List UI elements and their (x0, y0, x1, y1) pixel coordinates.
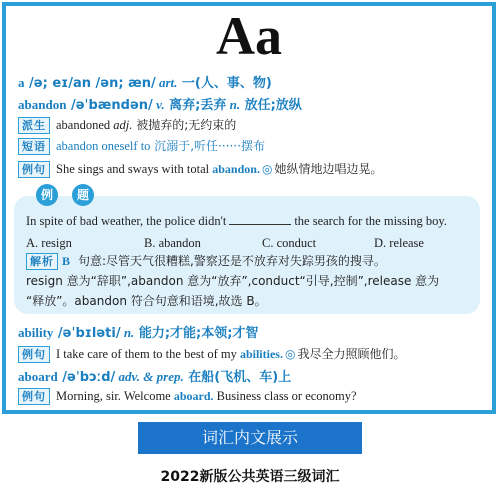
headword-ability: ability (18, 325, 54, 340)
meaning-ability: 能力;才能;本领;才智 (134, 326, 259, 341)
analysis-line-3: “释放”。abandon 符合句意和语境,故选 B。 (26, 294, 267, 308)
phrase-en: abandon oneself to (56, 139, 151, 153)
derived-meaning: 被抛弃的;无约束的 (132, 118, 237, 132)
phrase-row (18, 137, 265, 155)
analysis-line-1 (26, 252, 386, 270)
entry-abandon (18, 94, 302, 113)
sentence-kw-abandon: abandon. (212, 162, 260, 176)
pos-a: art. (155, 75, 178, 90)
analysis-line-2: resign 意为“辞职”,abandon 意为“放弃”,conduct“引导,控制”,release 意为 (26, 274, 440, 288)
entry-aboard (18, 366, 291, 385)
headword-a: a (18, 75, 25, 90)
sentence-kw-ability: abilities. (239, 347, 283, 361)
sentence-en-abandon: She sings and sways with total (56, 162, 213, 176)
pos-abandon: v. (152, 97, 165, 112)
sentence-tag-aboard: 例句 (18, 388, 50, 405)
meaning-abandon: 离弃;丢弃 (164, 98, 227, 113)
meaning-a: 一(人、事、物) (177, 76, 272, 91)
headword-abandon: abandon (18, 97, 67, 112)
phonetic-aboard: /əˈbɔːd/ (57, 370, 116, 385)
sentence-tag-abandon: 例句 (18, 161, 50, 178)
phrase-cn: 沉溺于,听任······摆布 (150, 139, 265, 153)
example-question (26, 214, 447, 229)
phrase-tag: 短语 (18, 138, 50, 155)
derived-word: abandoned (56, 118, 111, 132)
vocabulary-preview-button[interactable]: 词汇内文展示 (138, 422, 362, 454)
entry-ability (18, 322, 258, 341)
sentence-tag-ability: 例句 (18, 346, 50, 363)
example-badge-2: 题 (72, 184, 94, 206)
option-b: B. abandon (144, 236, 201, 250)
phonetic-ability: /əˈbɪləti/ (53, 326, 121, 341)
sentence-kw-aboard: aboard. (173, 389, 214, 403)
analysis-text-1: 句意:尽管天气很糟糕,警察还是不放弃对失踪男孩的搜寻。 (78, 254, 386, 268)
analysis-answer: B (62, 254, 71, 268)
phonetic-a: /ə; eɪ/an /ən; æn/ (24, 76, 156, 91)
sentence-row-aboard (18, 388, 357, 405)
translation-icon: ◎ (261, 162, 273, 176)
derived-pos: adj. (110, 118, 133, 132)
pos-ability: n. (120, 325, 135, 340)
vocabulary-page-card (2, 2, 496, 414)
sentence-rest-aboard: Business class or economy? (213, 389, 357, 403)
derived-row (18, 116, 236, 134)
derived-tag: 派生 (18, 117, 50, 134)
sentence-row-abandon (18, 160, 382, 178)
option-c: C. conduct (262, 236, 317, 250)
sentence-row-ability (18, 345, 405, 363)
sentence-en-ability: I take care of them to the best of my (56, 347, 240, 361)
example-badge-1: 例 (36, 184, 58, 206)
phonetic-abandon: /əˈbændən/ (66, 98, 153, 113)
answer-blank (229, 214, 291, 225)
analysis-tag: 解析 (26, 253, 58, 270)
translation-icon: ◎ (284, 347, 296, 361)
meaning2-abandon: 放任;放纵 (240, 98, 302, 113)
option-d: D. release (374, 236, 424, 250)
sentence-en-aboard: Morning, sir. Welcome (56, 389, 174, 403)
meaning-aboard: 在船(飞机、车)上 (183, 370, 292, 385)
book-caption: 2022新版公共英语三级词汇 (160, 469, 340, 485)
sentence-cn-abandon: 她纵情地边唱边晃。 (274, 162, 383, 176)
sentence-cn-ability: 我尽全力照顾他们。 (297, 347, 406, 361)
headword-aboard: aboard (18, 369, 58, 384)
entry-a (18, 72, 272, 91)
pos-aboard: adv. & prep. (115, 369, 184, 384)
question-start: In spite of bad weather, the police didn't (26, 214, 227, 228)
pos2-abandon: n. (226, 97, 241, 112)
letter-title: Aa (216, 6, 282, 66)
option-a: A. resign (26, 236, 72, 250)
question-end: the search for the missing boy. (294, 214, 447, 228)
